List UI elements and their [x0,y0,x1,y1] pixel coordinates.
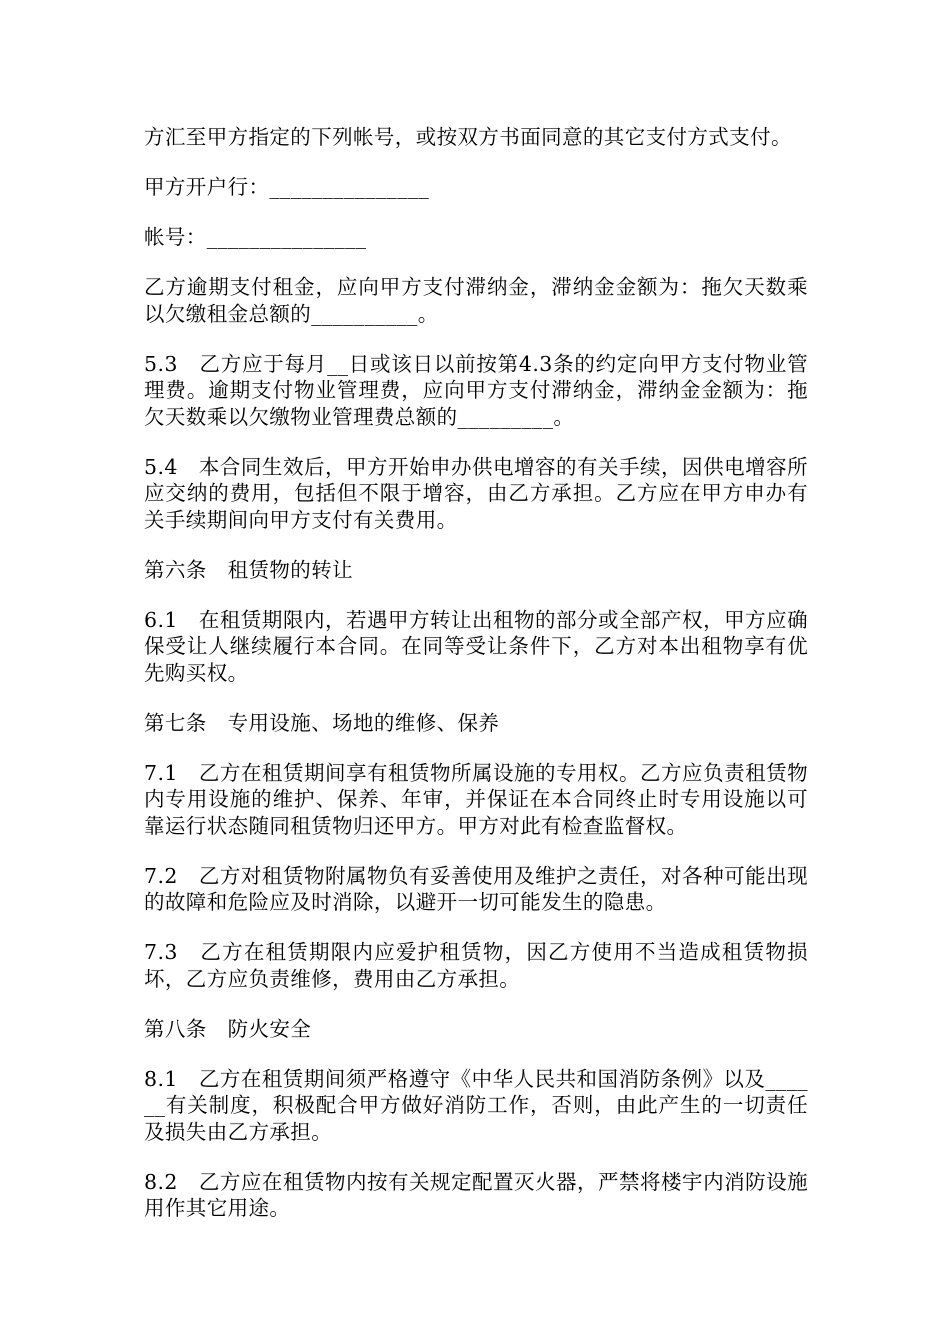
paragraph-payment-continued: 方汇至甲方指定的下列帐号，或按双方书面同意的其它支付方式支付。 [144,125,792,149]
heading-article-7: 第七条 专用设施、场地的维修、保养 [144,710,500,735]
document-page [144,124,808,1245]
paragraph-6-1: 6.1 在租赁期限内，若遇甲方转让出租物的部分或全部产权，甲方应确保受让人继续履行本合同。在同等受让条件下，乙方对本出租物享有优先购买权。 [144,607,808,685]
paragraph-account: 帐号：_______________ [144,225,367,249]
paragraph-bank: 甲方开户行：_______________ [144,175,430,199]
paragraph-late-rent: 乙方逾期支付租金，应向甲方支付滞纳金，滞纳金金额为：拖欠天数乘以欠缴租金总额的__________。 [144,275,808,326]
heading-article-6: 第六条 租赁物的转让 [144,557,353,582]
paragraph-7-2: 7.2 乙方对租赁物附属物负有妥善使用及维护之责任，对各种可能出现的故障和危险应及时消除，以避开一切可能发生的隐患。 [144,863,808,914]
heading-article-8: 第八条 防火安全 [144,1016,312,1041]
paragraph-7-1: 7.1 乙方在租赁期间享有租赁物所属设施的专用权。乙方应负责租赁物内专用设施的维护、保养、年审，并保证在本合同终止时专用设施以可靠运行状态随同租赁物归还甲方。甲方对此有检查监督权。 [144,760,808,838]
paragraph-8-1: 8.1 乙方在租赁期间须严格遵守《中华人民共和国消防条例》以及______有关制度，积极配合甲方做好消防工作，否则，由此产生的一切责任及损失由乙方承担。 [144,1066,808,1144]
paragraph-5-4: 5.4 本合同生效后，甲方开始申办供电增容的有关手续，因供电增容所应交纳的费用，包括但不限于增容，由乙方承担。乙方应在甲方申办有关手续期间向甲方支付有关费用。 [144,454,808,532]
paragraph-7-3: 7.3 乙方在租赁期限内应爱护租赁物，因乙方使用不当造成租赁物损坏，乙方应负责维修，费用由乙方承担。 [144,940,808,991]
paragraph-5-3: 5.3 乙方应于每月__日或该日以前按第4.3条的约定向甲方支付物业管理费。逾期支付物业管理费，应向甲方支付滞纳金，滞纳金金额为：拖欠天数乘以欠缴物业管理费总额的_________。 [144,351,808,429]
paragraph-8-2: 8.2 乙方应在租赁物内按有关规定配置灭火器，严禁将楼宇内消防设施用作其它用途。 [144,1169,808,1220]
